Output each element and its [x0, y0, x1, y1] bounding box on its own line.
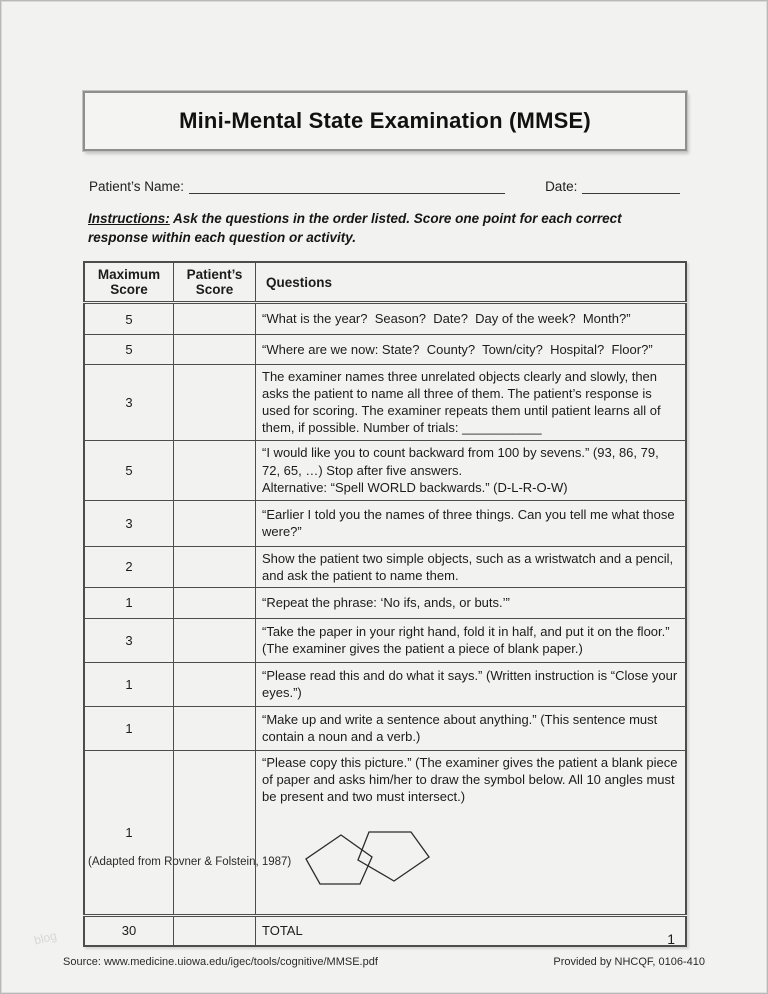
title-box: [83, 91, 687, 151]
question-text: “I would like you to count backward from 100 by sevens.” (93, 86, 79, 72, 65, …) Stop after five answers.: [262, 445, 663, 478]
question-cell: [256, 365, 687, 441]
question-cell: [256, 915, 687, 946]
patient-score-cell[interactable]: [174, 750, 256, 915]
max-score-cell: 5: [84, 335, 174, 365]
question-cell: [256, 335, 687, 365]
header-maximum-score: Maximum Score: [84, 262, 174, 303]
max-score-cell: 1: [84, 587, 174, 618]
source-text: Source: www.medicine.uiowa.edu/igec/tools/cognitive/MMSE.pdf: [63, 956, 378, 968]
table-header-row: [84, 262, 686, 303]
patient-score-cell[interactable]: [174, 335, 256, 365]
question-cell: [256, 618, 687, 662]
patient-score-cell[interactable]: [174, 587, 256, 618]
question-cell: [256, 546, 687, 587]
question-cell: [256, 440, 687, 500]
header-patients-score: Patient’s Score: [174, 262, 256, 303]
patient-score-cell[interactable]: [174, 365, 256, 441]
patient-score-cell[interactable]: [174, 618, 256, 662]
patient-score-cell[interactable]: [174, 303, 256, 335]
table-row: [84, 706, 686, 750]
patient-score-cell[interactable]: [174, 500, 256, 546]
question-cell: [256, 303, 687, 335]
max-score-cell: 30: [84, 915, 174, 946]
question-text: “What is the year? Season? Date? Day of the week? Month?”: [262, 311, 631, 327]
table-row: [84, 440, 686, 500]
max-score-cell: 2: [84, 546, 174, 587]
table-row: [84, 335, 686, 365]
patient-score-cell[interactable]: [174, 915, 256, 946]
patient-name-blank[interactable]: [189, 178, 505, 194]
max-score-cell: 5: [84, 440, 174, 500]
instructions-label: Instructions:: [88, 211, 170, 226]
pentagons-figure: [284, 810, 679, 910]
date-label: Date:: [545, 179, 578, 194]
question-text: “Take the paper in your right hand, fold it in half, and put it on the floor.” (The examiner gives the patient a piece of blank paper.): [262, 624, 674, 657]
provided-by-text: Provided by NHCQF, 0106-410: [553, 956, 705, 968]
table-row: [84, 500, 686, 546]
question-text: “Repeat the phrase: ‘No ifs, ands, or buts.’”: [262, 595, 510, 611]
instructions-text: Ask the questions in the order listed. Score one point for each correct response within each question or activity.: [88, 211, 622, 245]
instructions-paragraph: [88, 210, 666, 248]
name-date-row: [89, 178, 681, 194]
question-text: Alternative: “Spell WORLD backwards.” (D-L-R-O-W): [262, 479, 568, 495]
max-score-cell: 3: [84, 365, 174, 441]
max-score-cell: 1: [84, 750, 174, 915]
question-text: TOTAL: [262, 923, 303, 939]
question-text: “Earlier I told you the names of three things. Can you tell me what those were?”: [262, 506, 679, 540]
date-blank[interactable]: [582, 178, 680, 194]
max-score-cell: 1: [84, 706, 174, 750]
mmse-table-body: [84, 303, 686, 946]
watermark-text: blog: [32, 928, 59, 948]
question-cell: [256, 500, 687, 546]
max-score-cell: 1: [84, 662, 174, 706]
table-row: [84, 303, 686, 335]
max-score-cell: 5: [84, 303, 174, 335]
patient-score-cell[interactable]: [174, 440, 256, 500]
max-score-cell: 3: [84, 500, 174, 546]
patient-score-cell[interactable]: [174, 546, 256, 587]
page-title: Mini-Mental State Examination (MMSE): [179, 108, 591, 133]
left-pentagon: [306, 835, 372, 884]
adapted-note: (Adapted from Rovner & Folstein, 1987): [88, 856, 292, 868]
question-text: “Where are we now: State? County? Town/city? Hospital? Floor?”: [262, 341, 653, 357]
question-cell: [256, 706, 687, 750]
table-row: [84, 618, 686, 662]
patient-score-cell[interactable]: [174, 706, 256, 750]
header-questions: Questions: [256, 262, 687, 303]
table-row: [84, 365, 686, 441]
question-text: The examiner names three unrelated objects clearly and slowly, then asks the patient to name all three of them. The patient’s response is used for scoring. The examiner repeats them until patient learns all of them, if possible. Number of trials: ___________: [262, 369, 665, 436]
question-cell: [256, 750, 687, 915]
table-row: [84, 750, 686, 915]
question-text: “Please read this and do what it says.” (Written instruction is “Close your eyes.”): [262, 668, 681, 701]
question-text: “Please copy this picture.” (The examiner gives the patient a blank piece of paper and asks him/her to draw the symbol below. All 10 angles must be present and two must intersect.): [262, 754, 682, 805]
max-score-cell: 3: [84, 618, 174, 662]
table-row: [84, 662, 686, 706]
question-cell: [256, 662, 687, 706]
question-text: Show the patient two simple objects, such as a wristwatch and a pencil, and ask the patient to name them.: [262, 550, 677, 583]
question-text: “Make up and write a sentence about anything.” (This sentence must contain a noun and a verb.): [262, 712, 661, 745]
patient-name-label: Patient’s Name:: [89, 179, 185, 194]
page-number: 1: [667, 931, 675, 947]
table-row: [84, 587, 686, 618]
total-row: [84, 915, 686, 946]
question-cell: [256, 587, 687, 618]
right-pentagon: [358, 832, 429, 881]
mmse-table: [83, 261, 687, 947]
patient-score-cell[interactable]: [174, 662, 256, 706]
table-row: [84, 546, 686, 587]
